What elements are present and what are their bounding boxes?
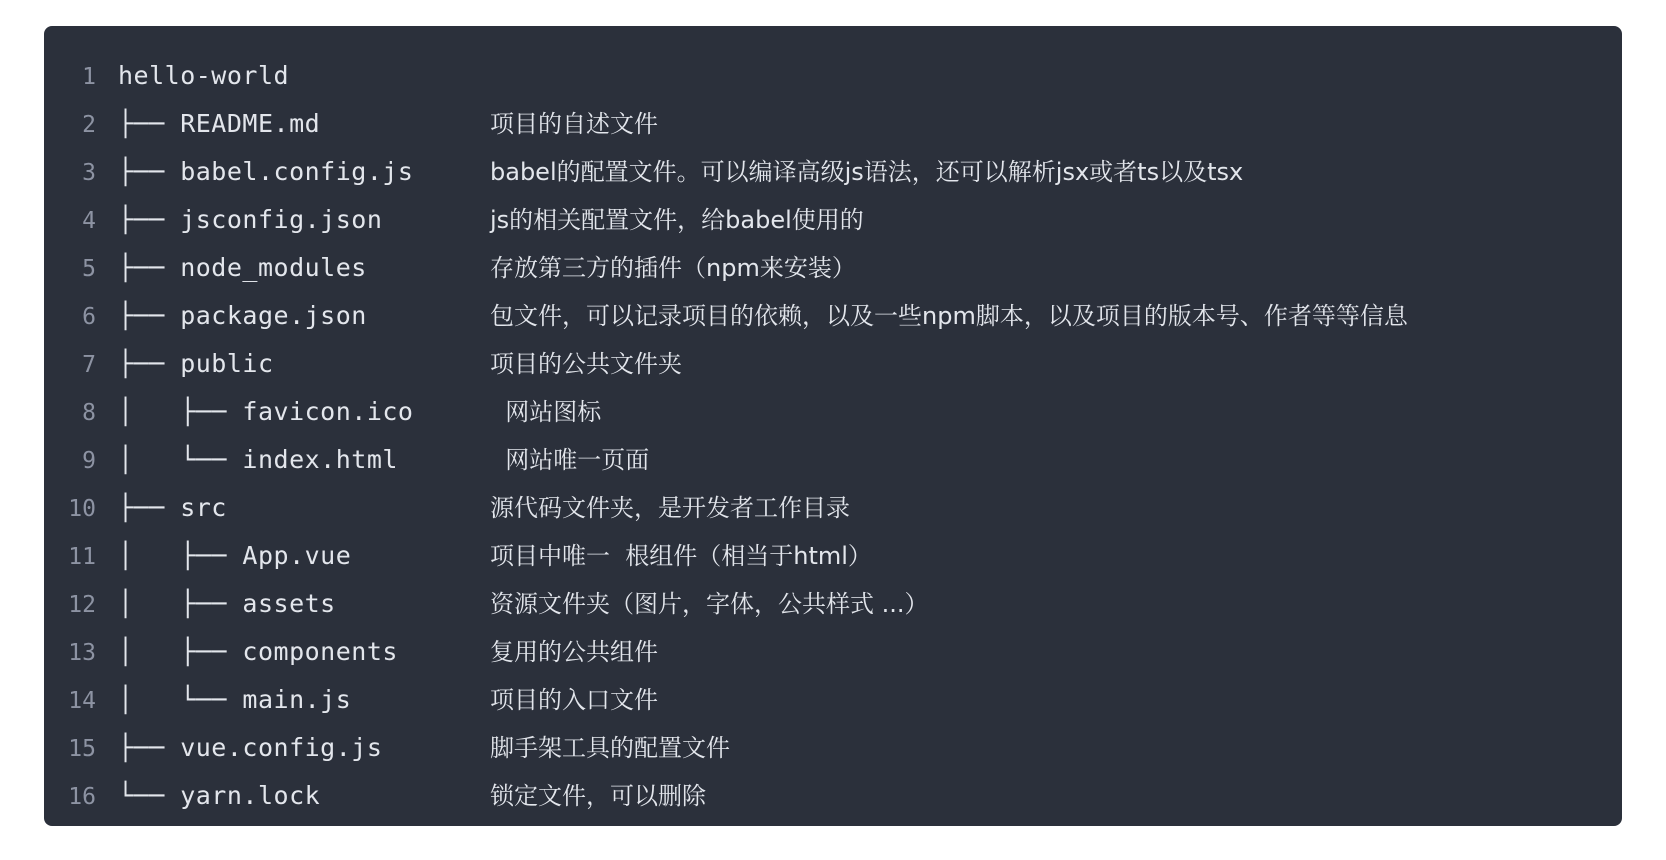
tree-entry: │ ├── App.vue <box>118 541 352 570</box>
code-block <box>44 26 1622 826</box>
code-line <box>44 388 1622 436</box>
tree-entry: │ └── index.html <box>118 445 398 474</box>
tree-entry-description: 存放第三方的插件（npm来安装） <box>490 254 856 282</box>
tree-entry: ├── vue.config.js <box>118 733 383 762</box>
tree-entry: ├── package.json <box>118 301 367 330</box>
line-number: 16 <box>68 784 96 810</box>
code-line-list <box>44 52 1622 820</box>
code-line <box>44 484 1622 532</box>
line-number: 1 <box>82 64 96 90</box>
tree-entry: ├── src <box>118 493 227 522</box>
code-line <box>44 100 1622 148</box>
code-line <box>44 676 1622 724</box>
code-line <box>44 148 1622 196</box>
line-number: 2 <box>82 112 96 138</box>
tree-entry-description: 项目的入口文件 <box>490 686 658 714</box>
code-line <box>44 628 1622 676</box>
line-number: 6 <box>82 304 96 330</box>
code-line <box>44 52 1622 100</box>
tree-entry-description: 复用的公共组件 <box>490 638 658 666</box>
line-number: 4 <box>82 208 96 234</box>
tree-entry: │ ├── assets <box>118 589 336 618</box>
tree-entry-description: 网站唯一页面 <box>490 446 650 474</box>
code-line <box>44 724 1622 772</box>
line-number: 11 <box>68 544 96 570</box>
tree-entry-description: 项目中唯一 根组件（相当于html） <box>490 542 872 570</box>
line-number: 5 <box>82 256 96 282</box>
tree-entry: ├── node_modules <box>118 253 367 282</box>
code-line <box>44 580 1622 628</box>
code-line <box>44 196 1622 244</box>
code-line <box>44 292 1622 340</box>
code-line <box>44 772 1622 820</box>
tree-entry: ├── babel.config.js <box>118 157 414 186</box>
tree-entry: │ ├── favicon.ico <box>118 397 414 426</box>
tree-entry-description: 项目的自述文件 <box>490 110 658 138</box>
tree-entry-description: babel的配置文件。可以编译高级js语法，还可以解析jsx或者ts以及tsx <box>490 158 1244 186</box>
tree-entry-description: 网站图标 <box>490 398 602 426</box>
line-number: 8 <box>82 400 96 426</box>
tree-entry-description: js的相关配置文件，给babel使用的 <box>490 206 864 234</box>
tree-entry: │ └── main.js <box>118 685 352 714</box>
tree-entry-description: 包文件，可以记录项目的依赖，以及一些npm脚本，以及项目的版本号、作者等等信息 <box>490 302 1408 330</box>
line-number: 15 <box>68 736 96 762</box>
tree-entry-description: 源代码文件夹，是开发者工作目录 <box>490 494 850 522</box>
tree-entry-description: 项目的公共文件夹 <box>490 350 682 378</box>
line-number: 14 <box>68 688 96 714</box>
tree-entry-description: 锁定文件，可以删除 <box>490 782 706 810</box>
tree-entry: hello-world <box>118 61 290 90</box>
line-number: 12 <box>68 592 96 618</box>
line-number: 9 <box>82 448 96 474</box>
line-number: 10 <box>68 496 96 522</box>
code-line <box>44 436 1622 484</box>
tree-entry: │ ├── components <box>118 637 398 666</box>
line-number: 13 <box>68 640 96 666</box>
code-line <box>44 532 1622 580</box>
tree-entry: └── yarn.lock <box>118 781 321 810</box>
tree-entry: ├── public <box>118 349 274 378</box>
code-line <box>44 340 1622 388</box>
tree-entry-description: 资源文件夹（图片，字体，公共样式 ...） <box>490 590 929 618</box>
tree-entry: ├── README.md <box>118 109 321 138</box>
line-number: 7 <box>82 352 96 378</box>
tree-entry-description: 脚手架工具的配置文件 <box>490 734 730 762</box>
line-number: 3 <box>82 160 96 186</box>
tree-entry: ├── jsconfig.json <box>118 205 383 234</box>
code-line <box>44 244 1622 292</box>
